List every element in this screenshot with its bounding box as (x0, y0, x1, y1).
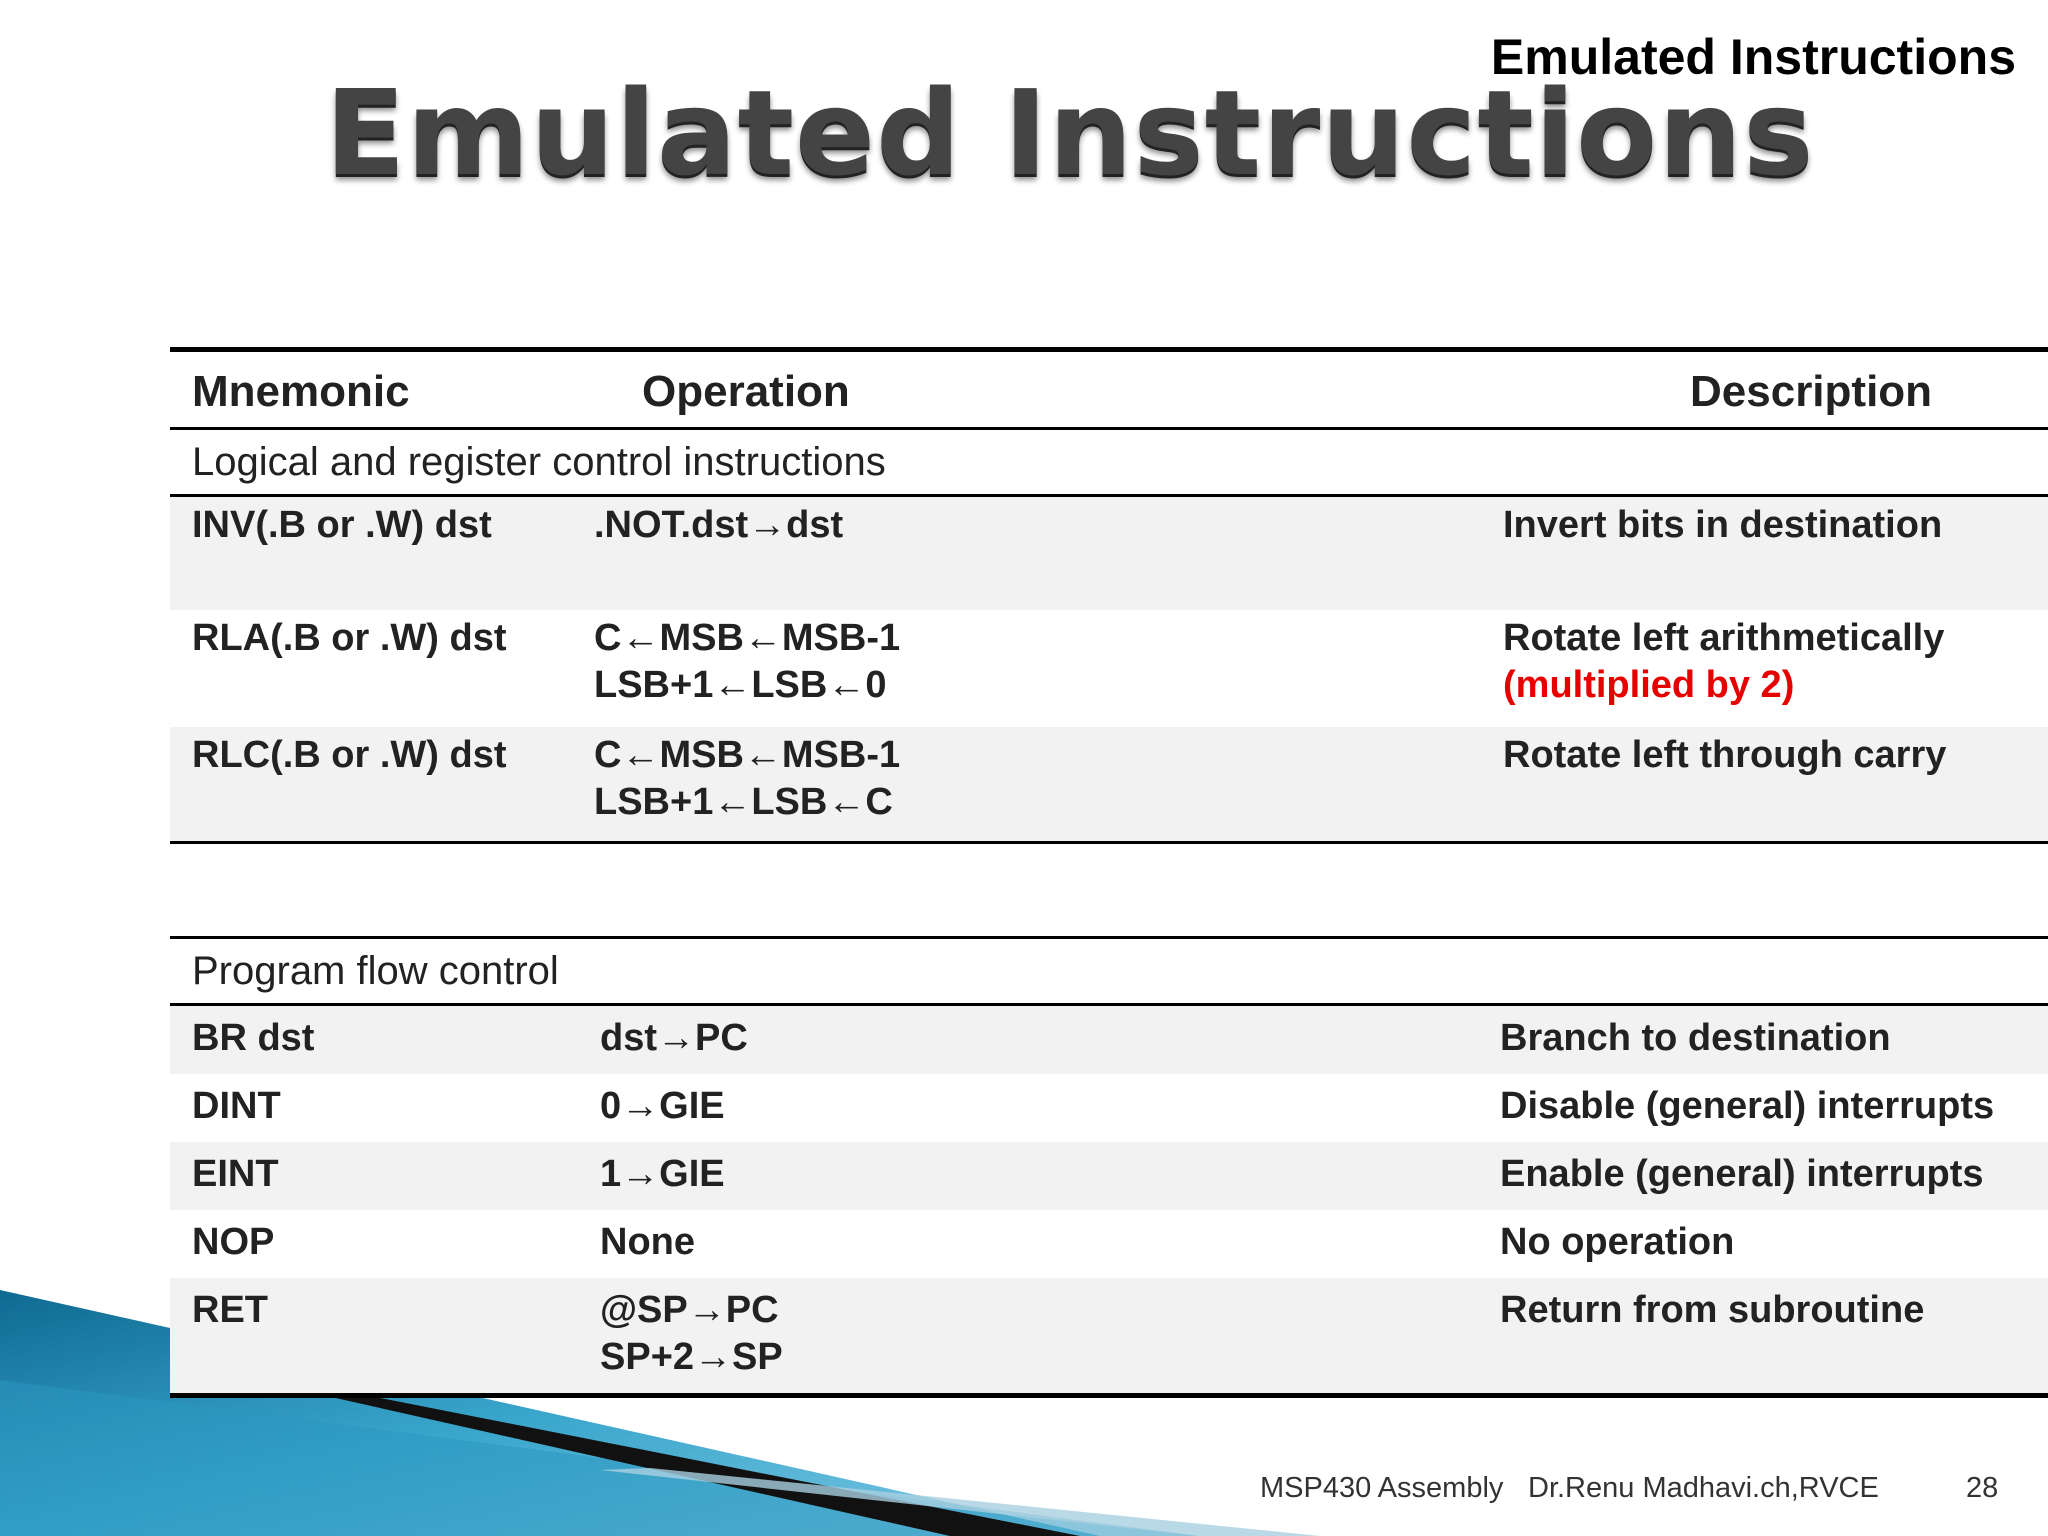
section-title-flow: Program flow control (170, 939, 2048, 1006)
operation-cell: 1→GIE (600, 1153, 725, 1195)
operation-line-2: SP+2→SP (600, 1336, 783, 1378)
description-cell: No operation (1500, 1221, 1735, 1263)
table-row-nop (170, 1210, 2048, 1278)
mnemonic-cell: RLA(.B or .W) dst (192, 617, 507, 659)
mnemonic-cell: BR dst (192, 1017, 315, 1059)
instruction-table-flow (170, 936, 2048, 1398)
operation-line-2: LSB+1←LSB←C (594, 781, 893, 823)
description-cell: Enable (general) interrupts (1500, 1153, 1984, 1195)
description-cell: Branch to destination (1500, 1017, 1891, 1059)
mnemonic-cell: NOP (192, 1221, 275, 1263)
header-operation: Operation (642, 367, 850, 416)
operation-cell: 0→GIE (600, 1085, 725, 1127)
mnemonic-cell: RLC(.B or .W) dst (192, 734, 507, 776)
operation-line-1: @SP→PC (600, 1289, 779, 1331)
table-row-br (170, 1006, 2048, 1074)
table-header (170, 352, 2048, 430)
page-number: 28 (1966, 1472, 1999, 1504)
table-row-inv (170, 497, 2048, 610)
mnemonic-cell: DINT (192, 1085, 281, 1127)
header-mnemonic: Mnemonic (192, 367, 410, 416)
operation-cell: None (600, 1221, 695, 1263)
main-title: Emulated Instructions (325, 64, 1815, 202)
table-row-dint (170, 1074, 2048, 1142)
description-cell: Return from subroutine (1500, 1289, 1925, 1331)
operation-line-1: C←MSB←MSB-1 (594, 617, 901, 659)
header-description: Description (1690, 367, 1933, 416)
mnemonic-cell: RET (192, 1289, 268, 1331)
description-highlight: (multiplied by 2) (1503, 664, 1795, 706)
table-row-eint (170, 1142, 2048, 1210)
mnemonic-cell: EINT (192, 1153, 279, 1195)
operation-cell: dst→PC (600, 1017, 748, 1059)
description-line-1: Rotate left arithmetically (1503, 617, 1945, 659)
footer-course: MSP430 Assembly (1260, 1472, 1504, 1504)
corner-title: Emulated Instructions (1490, 29, 2016, 85)
description-cell: Disable (general) interrupts (1500, 1085, 1995, 1127)
description-cell: Rotate left through carry (1503, 734, 1947, 776)
instruction-table-logical (170, 347, 2048, 844)
operation-cell: .NOT.dst→dst (594, 504, 844, 546)
operation-line-1: C←MSB←MSB-1 (594, 734, 901, 776)
table-row-ret (170, 1278, 2048, 1393)
footer-author: Dr.Renu Madhavi.ch,RVCE (1528, 1472, 1879, 1504)
operation-line-2: LSB+1←LSB←0 (594, 664, 887, 706)
table-row-rlc (170, 727, 2048, 841)
table-row-rla (170, 610, 2048, 727)
section-title-logical: Logical and register control instructions (170, 430, 2048, 497)
description-cell: Invert bits in destination (1503, 504, 1943, 546)
mnemonic-cell: INV(.B or .W) dst (192, 504, 492, 546)
